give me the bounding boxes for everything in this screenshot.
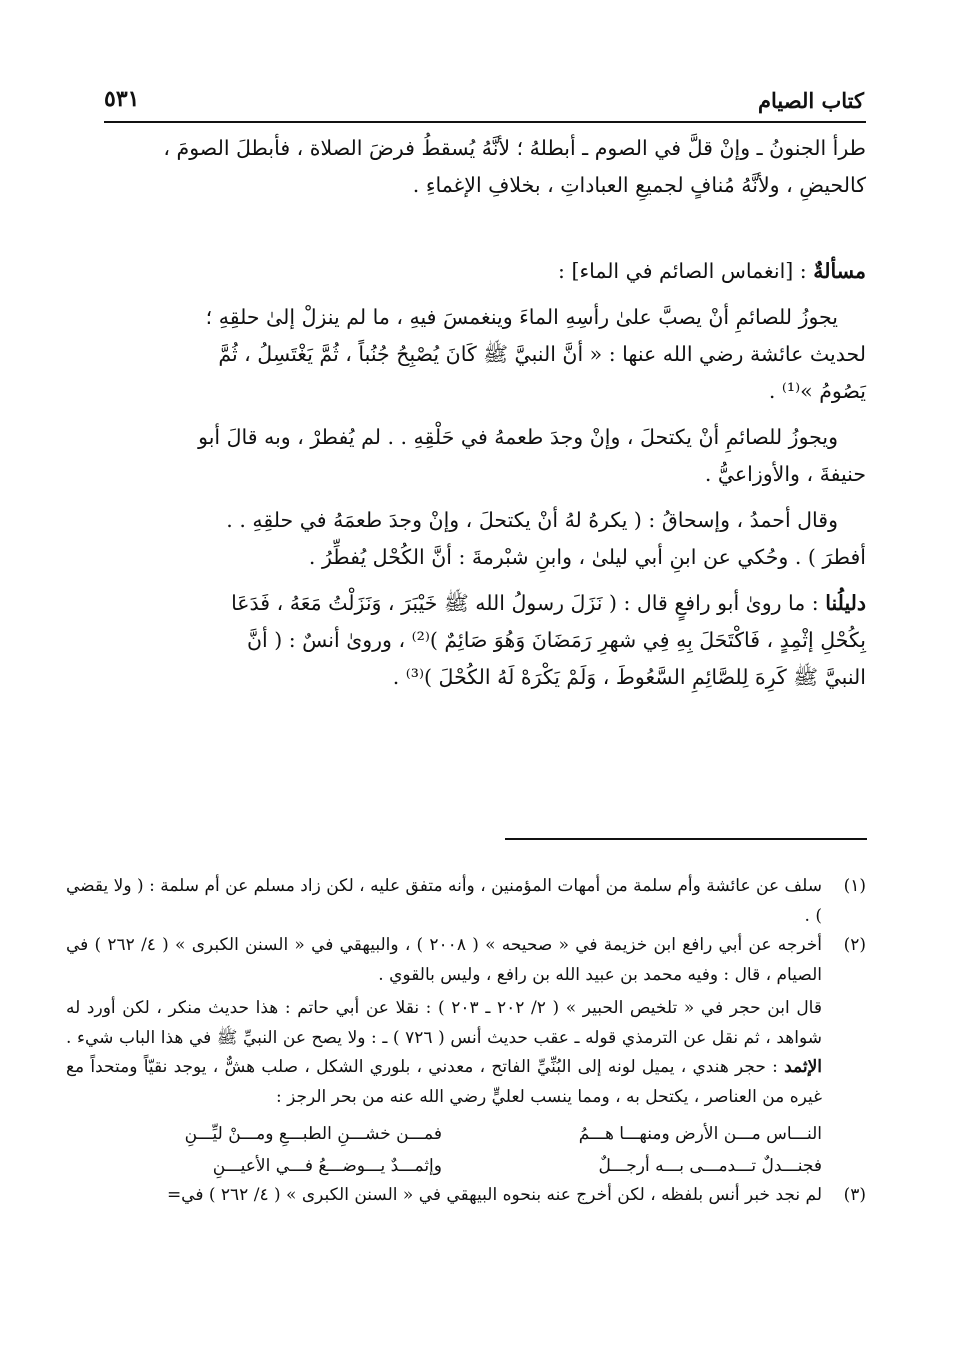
footnote-2	[66, 931, 866, 990]
chapter-title: كتاب الصيام	[758, 88, 864, 113]
page-number: ٥٣١	[104, 86, 140, 112]
commentary-text: : حجر هندي ، يميل لونه إلى البُنِّيِّ الفاتح ، معدني ، بلوري الشكل ، صلب هشٌّ ، يوجد نقيّاً ومتحداً مع غيره من العناصر ، يكتحل به ، ومما ينسب لعليٍّ رضي الله عنه من بحر الرجز :	[66, 1057, 822, 1107]
poem	[66, 1120, 866, 1181]
verse-line-2	[66, 1152, 866, 1182]
paragraph-2-cont	[104, 336, 866, 410]
header-divider	[104, 121, 866, 123]
paragraph-4	[104, 502, 866, 539]
text-line: وقال أحمدُ ، وإسحاقُ : ( يكرهُ لهُ أنْ يكتحلَ ، وإنْ وجدَ طعمَهُ في حلقِهِ . .	[226, 508, 838, 532]
running-header	[104, 86, 864, 116]
commentary-text: قال ابن حجر في « تلخيص الحبير » ( ٢/ ٢٠٢ ـ ٢٠٣ ) : نقلا عن أبي حاتم : هذا حديث منكر ، لكن أورد له شواهد ، ثم نقل عن الترمذي قوله ـ عقب حديث أنس ( ٧٢٦ ) ـ : ولا يصح عن النبيِّ ﷺ في هذا الباب شيء .	[66, 998, 822, 1048]
evidence-label: دليلُنا	[825, 591, 866, 615]
verse-line-1	[66, 1120, 866, 1150]
text-line: يجوزُ للصائمِ أنْ يصبَّ علىٰ رأسِهِ الماءَ وينغمسَ فيهِ ، ما لم ينزلْ إلىٰ حلقِهِ ؛	[205, 305, 838, 329]
footnote-2-commentary	[66, 994, 866, 1112]
verse-hemistich: فمـــن خشـــنِ الطبـــعِ ومـــنْ ليِّـــنِ	[184, 1124, 442, 1144]
verse-hemistich: فجنـــدلٌ تـــدمـــى بـــه أرجـــلٌ	[598, 1155, 822, 1176]
spacer	[442, 1120, 482, 1150]
paragraph-3	[104, 419, 866, 456]
text-line: أفطرَ ) . وحُكي عن ابنِ أبي ليلىٰ ، وابنِ شبْرمةَ : أنَّ الكُحْل يُفطِّرُ .	[308, 545, 866, 569]
text-line: ويجوزُ للصائمِ أنْ يكتحلَ ، وإنْ وجدَ طعمهُ في حَلْقِهِ . . لم يُفطرْ ، وبه قالَ أبو	[198, 425, 838, 449]
text-line: حنيفةَ ، والأوزاعيُّ .	[704, 462, 866, 486]
spacer	[104, 244, 866, 253]
paragraph-1	[104, 130, 866, 204]
text-line: كالحيضِ ، ولأنَّهُ مُنافٍ لجميعِ العباداتِ ، بخلافِ الإغماءِ .	[412, 173, 866, 197]
paragraph-3-cont	[104, 456, 866, 493]
issue-heading	[104, 253, 866, 290]
spacer	[104, 493, 866, 502]
footnote-3	[66, 1181, 866, 1211]
text-line: بِكُحْلِ إثْمِدٍ ، فَاكْتَحَلَ بِهِ فِي شهرِ رَمَضَانَ وَهُوَ صَائِمٌ )⁽²⁾ ، وروىٰ أنسٌ : ( أنَّ	[246, 628, 866, 652]
footnote-divider	[505, 838, 867, 840]
text-line: لحديث عائشة رضي الله عنها : « أنَّ النبيَّ ﷺ كَانَ يُصْبِحُ جُنُباً ، ثُمَّ يَغْتَسِلُ ، ثُمَّ	[218, 342, 866, 366]
footnote-text: أخرجه عن أبي رافع ابن خزيمة في « صحيحه » ( ٢٠٠٨ ) ، والبيهقي في « السنن الكبرى » ( ٤/ ٢٦٢ ) في الصيام ، قال : وفيه محمد بن عبيد الله بن رافع ، وليس بالقوي .	[66, 935, 822, 985]
issue-title: : [انغماس الصائم في الماء] :	[558, 259, 814, 283]
footnote-1	[66, 872, 866, 931]
paragraph-4-cont	[104, 539, 866, 576]
spacer	[104, 410, 866, 419]
footnote-text: لم نجد خبر أنس بلفظه ، لكن أخرج عنه بنحوه البيهقي في « السنن الكبرى » ( ٤/ ٢٦٢ ) في=	[166, 1185, 822, 1205]
spacer	[442, 1152, 482, 1182]
text-line: طرأ الجنونُ ـ وإنْ قلَّ في الصوم ـ أبطلهُ ؛ لأنَّهُ يُسقطُ فرضَ الصلاة ، فأبطلَ الصومَ ،	[163, 136, 866, 160]
paragraph-5	[104, 585, 866, 696]
footnote-number: (١)	[843, 876, 866, 896]
main-text	[104, 130, 866, 696]
spacer	[104, 576, 866, 585]
spacer	[104, 204, 866, 244]
footnote-number: (٣)	[843, 1185, 866, 1205]
text-line: : ما روىٰ أبو رافعٍ قال : ( نَزَلَ رسولُ الله ﷺ خَيْبَرَ ، وَنَزَلْتُ مَعَهُ ، فَدَعَا	[231, 591, 826, 615]
footnotes	[66, 872, 866, 1211]
footnote-number: (٢)	[843, 935, 866, 955]
text-line: النبيَّ ﷺ كَرِهَ لِلصَّائِمِ السَّعُوطَ ، وَلَمْ يَكْرَهْ لَهُ الكُحْلَ )⁽³⁾ .	[392, 665, 866, 689]
text-line: يَصُومُ »⁽¹⁾ .	[768, 379, 866, 403]
verse-hemistich: النـــاس مـــن الأرض ومنهـــا هـــمُ	[578, 1124, 822, 1144]
paragraph-2	[104, 299, 866, 336]
commentary-term: الإثمد	[784, 1057, 822, 1077]
spacer	[104, 290, 866, 299]
verse-hemistich: وإثمـــدٌ يـــوضـــعُ فـــي الأعيـــنِ	[212, 1155, 442, 1176]
footnote-text: سلف عن عائشة وأم سلمة من أمهات المؤمنين ، وأنه متفق عليه ، لكن زاد مسلم عن أم سلمة : ( ولا يقضي ) .	[66, 876, 822, 926]
issue-label: مسألةٌ	[813, 259, 866, 283]
